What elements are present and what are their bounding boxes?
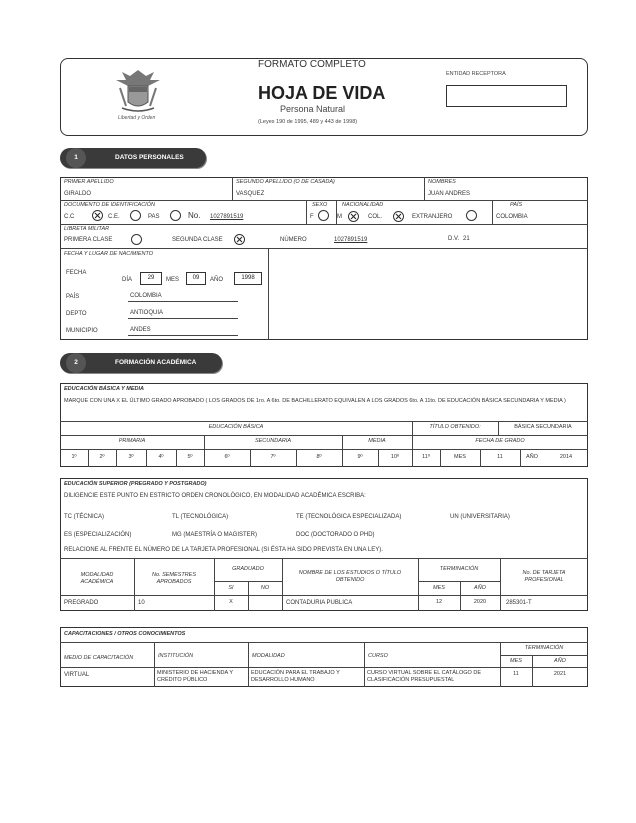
fecha-lugar-label: FECHA Y LUGAR DE NACIMIENTO	[64, 251, 154, 257]
pais-nac-value[interactable]: COLOMBIA	[130, 293, 162, 299]
doc-ce-label: C.E.	[108, 214, 120, 220]
row-graduado-si[interactable]: X	[229, 599, 233, 605]
col-mes: MES	[433, 585, 445, 591]
col-nombre: NOMBRE DE LOS ESTUDIOS O TÍTULO OBTENIDO	[298, 570, 402, 583]
section-2-title: FORMACIÓN ACADÉMICA	[115, 359, 197, 366]
dv-label: D.V.	[448, 236, 460, 242]
col-anio: AÑO	[474, 585, 486, 591]
dia-label: DÍA	[122, 277, 133, 283]
modality-un: UN (UNIVERSITARIA)	[450, 514, 510, 520]
fecha-label: FECHA	[66, 270, 87, 276]
anio-field[interactable]	[234, 272, 262, 285]
grade-8[interactable]: 8º	[316, 454, 322, 460]
form-title: HOJA DE VIDA	[258, 83, 386, 103]
grade-4[interactable]: 4º	[158, 454, 164, 460]
municipio-label: MUNICIPIO	[66, 328, 98, 334]
modality-mg: MG (MAESTRÍA O MAGISTER)	[172, 532, 258, 538]
numero-label: NÚMERO	[280, 237, 307, 243]
cap-row-modalidad[interactable]: EDUCACIÓN PARA EL TRABAJO Y DESARROLLO HUMANO	[251, 670, 340, 683]
sexo-m-checkbox[interactable]	[348, 211, 359, 222]
primer-apellido-value[interactable]: GIRALDO	[64, 191, 92, 197]
grade-10[interactable]: 10º	[390, 454, 400, 460]
col-no: NO	[260, 585, 270, 591]
numero-value[interactable]: 1027891519	[334, 237, 368, 243]
superior-instructions: DILIGENCIE ESTE PUNTO EN ESTRICTO ORDEN CRONOLÓGICO, EN MODALIDAD ACADÉMICA ESCRIBA:	[64, 493, 366, 499]
doc-cc-checkbox[interactable]	[92, 210, 103, 221]
nac-col-label: COL.	[368, 214, 383, 220]
mes-value: 09	[192, 275, 200, 281]
cap-row-mes[interactable]: 11	[513, 671, 519, 677]
row-tarjeta[interactable]: 285301-T	[506, 600, 532, 606]
cap-row-anio[interactable]: 2021	[553, 671, 567, 677]
primaria-header: PRIMARIA	[118, 438, 146, 444]
modality-te: TE (TECNOLÓGICA ESPECIALIZADA)	[296, 514, 402, 520]
nombres-value[interactable]: JUAN ANDRES	[428, 191, 471, 197]
nombres-label: NOMBRES	[428, 179, 456, 185]
modality-es: ES (ESPECIALIZACIÓN)	[64, 532, 132, 538]
superior-title: EDUCACIÓN SUPERIOR (PREGRADO Y POSTGRADO)	[64, 481, 207, 487]
pais-value[interactable]: COLOMBIA	[496, 214, 528, 220]
libreta-label: LIBRETA MILITAR	[64, 226, 110, 232]
row-semestres[interactable]: 10	[138, 600, 145, 606]
depto-value[interactable]: ANTIOQUIA	[130, 310, 164, 316]
graduation-month-value[interactable]: 11	[497, 454, 503, 460]
grade-11[interactable]: 11º	[422, 454, 430, 460]
laws-reference: (Leyes 190 de 1995, 489 y 443 de 1998)	[258, 119, 358, 125]
nac-ext-label: EXTRANJERO	[412, 214, 453, 220]
col-modalidad: MODALIDAD ACADÉMICA	[80, 572, 114, 585]
nacionalidad-label: NACIONALIDAD	[342, 202, 384, 208]
primera-clase-checkbox[interactable]	[131, 234, 142, 245]
titulo-obtenido-value[interactable]: BÁSICA SECUNDARIA	[514, 424, 572, 430]
basica-title: EDUCACIÓN BÁSICA Y MEDIA	[64, 386, 144, 392]
col-anio-cap: AÑO	[554, 658, 566, 664]
row-mes[interactable]: 12	[435, 599, 443, 605]
pais-label: PAÍS	[510, 202, 523, 208]
anio-value: 1998	[241, 275, 255, 281]
municipio-value[interactable]: ANDES	[130, 327, 151, 333]
graduation-month-label: MES	[454, 454, 466, 460]
nac-ext-checkbox[interactable]	[466, 210, 477, 221]
cap-row-curso[interactable]: CURSO VIRTUAL SOBRE EL CATÁLOGO DE CLASIFICACIÓN PRESUPUESTAL	[367, 670, 481, 683]
sexo-label: SEXO	[312, 202, 328, 208]
modality-tl: TL (TECNOLÓGICA)	[172, 514, 229, 520]
form-subtitle: FORMATO COMPLETO	[258, 59, 366, 70]
modality-doc: DOC (DOCTORADO O PHD)	[296, 532, 375, 538]
segunda-clase-label: SEGUNDA CLASE	[172, 237, 223, 243]
col-terminacion: TERMINACIÓN	[439, 566, 479, 572]
mes-field[interactable]	[186, 272, 206, 285]
sexo-m-label: M	[337, 214, 342, 220]
titulo-obtenido-label: TÍTULO OBTENIDO:	[429, 424, 481, 430]
doc-number-value[interactable]: 1027891519	[210, 214, 244, 220]
nac-col-checkbox[interactable]	[393, 211, 404, 222]
graduation-year-label: AÑO	[526, 454, 538, 460]
person-type: Persona Natural	[280, 104, 346, 114]
row-anio[interactable]: 2020	[473, 599, 487, 605]
col-graduado: GRADUADO	[232, 566, 264, 572]
pais-nac-label: PAÍS	[66, 294, 80, 300]
tarjeta-note: RELACIONE AL FRENTE EL NÚMERO DE LA TARJETA PROFESIONAL (SI ÉSTA HA SIDO PREVISTA EN UNA LEY).	[64, 547, 383, 553]
col-medio: MEDIO DE CAPACITACIÓN	[64, 655, 134, 661]
col-curso: CURSO	[368, 653, 388, 659]
sexo-f-checkbox[interactable]	[318, 210, 329, 221]
fecha-grado-header: FECHA DE GRADO	[475, 438, 525, 444]
dv-value[interactable]: 21	[463, 236, 470, 242]
row-nombre[interactable]: CONTADURIA PUBLICA	[286, 600, 353, 606]
secundaria-header: SECUNDARIA	[254, 438, 292, 444]
dia-value: 29	[147, 275, 155, 281]
col-semestres: No. SEMESTRES APROBADOS	[151, 572, 196, 585]
entity-label: ENTIDAD RECEPTORA	[446, 71, 506, 77]
col-mes-cap: MES	[510, 658, 522, 664]
basica-instructions: MARQUE CON UNA X EL ÚLTIMO GRADO APROBADO ( LOS GRADOS DE 1ro. A 6to. DE BACHILLERATO EQUIVALEN A LOS GRADOS 6to. A 11to. DE EDUCACIÓN BÁSICA SECUNDARIA Y MEDIA )	[64, 398, 566, 404]
media-header: MEDIA	[368, 438, 386, 444]
col-tarjeta: No. DE TARJETA PROFESIONAL	[522, 570, 566, 583]
doc-pas-label: PAS	[148, 214, 160, 220]
segundo-apellido-label: SEGUNDO APELLIDO (O DE CASADA)	[236, 179, 335, 185]
section-2-number: 2	[66, 353, 86, 373]
capacitaciones-title: CAPACITACIONES / OTROS CONOCIMIENTOS	[64, 631, 186, 637]
graduation-year-value[interactable]: 2014	[559, 454, 573, 460]
grade-1[interactable]: 1º	[71, 454, 77, 460]
entity-field[interactable]	[446, 85, 567, 107]
grade-9[interactable]: 9º	[357, 454, 363, 460]
grade-2[interactable]: 2º	[99, 454, 105, 460]
doc-no-label: No.	[188, 211, 201, 220]
doc-cc-label: C.C	[64, 214, 75, 220]
modality-tc: TC (TÉCNICA)	[64, 514, 104, 520]
grade-5[interactable]: 5º	[187, 454, 193, 460]
section-1-number: 1	[66, 148, 86, 168]
cap-row-medio[interactable]: VIRTUAL	[64, 672, 90, 678]
depto-label: DEPTO	[66, 311, 87, 317]
row-modalidad[interactable]: PREGRADO	[64, 600, 99, 606]
logo-caption: Libertad y Orden	[118, 115, 156, 121]
primera-clase-label: PRIMERA CLASE	[64, 237, 113, 243]
grade-6[interactable]: 6º	[224, 454, 230, 460]
section-1-title: DATOS PERSONALES	[115, 154, 184, 161]
mes-label: MES	[166, 277, 180, 283]
dia-field[interactable]	[140, 272, 162, 285]
col-modalidad-cap: MODALIDAD	[252, 653, 285, 659]
sexo-f-label: F	[310, 214, 314, 220]
educacion-basica-header: EDUCACIÓN BÁSICA	[208, 424, 264, 430]
anio-label: AÑO	[210, 277, 224, 283]
grade-3[interactable]: 3º	[128, 454, 134, 460]
segunda-clase-checkbox[interactable]	[234, 234, 245, 245]
col-si: SI	[228, 585, 234, 591]
grade-7[interactable]: 7º	[270, 454, 276, 460]
cap-row-institucion[interactable]: MINISTERIO DE HACIENDA Y CRÉDITO PÚBLICO	[157, 670, 233, 683]
doc-pas-checkbox[interactable]	[170, 210, 181, 221]
col-terminacion-cap: TERMINACIÓN	[524, 645, 564, 651]
col-institucion: INSTITUCIÓN	[158, 653, 194, 659]
doc-ce-checkbox[interactable]	[130, 210, 141, 221]
segundo-apellido-value[interactable]: VASQUEZ	[236, 191, 265, 197]
documento-label: DOCUMENTO DE IDENTIFICACIÓN	[64, 202, 155, 208]
primer-apellido-label: PRIMER APELLIDO	[64, 179, 114, 185]
